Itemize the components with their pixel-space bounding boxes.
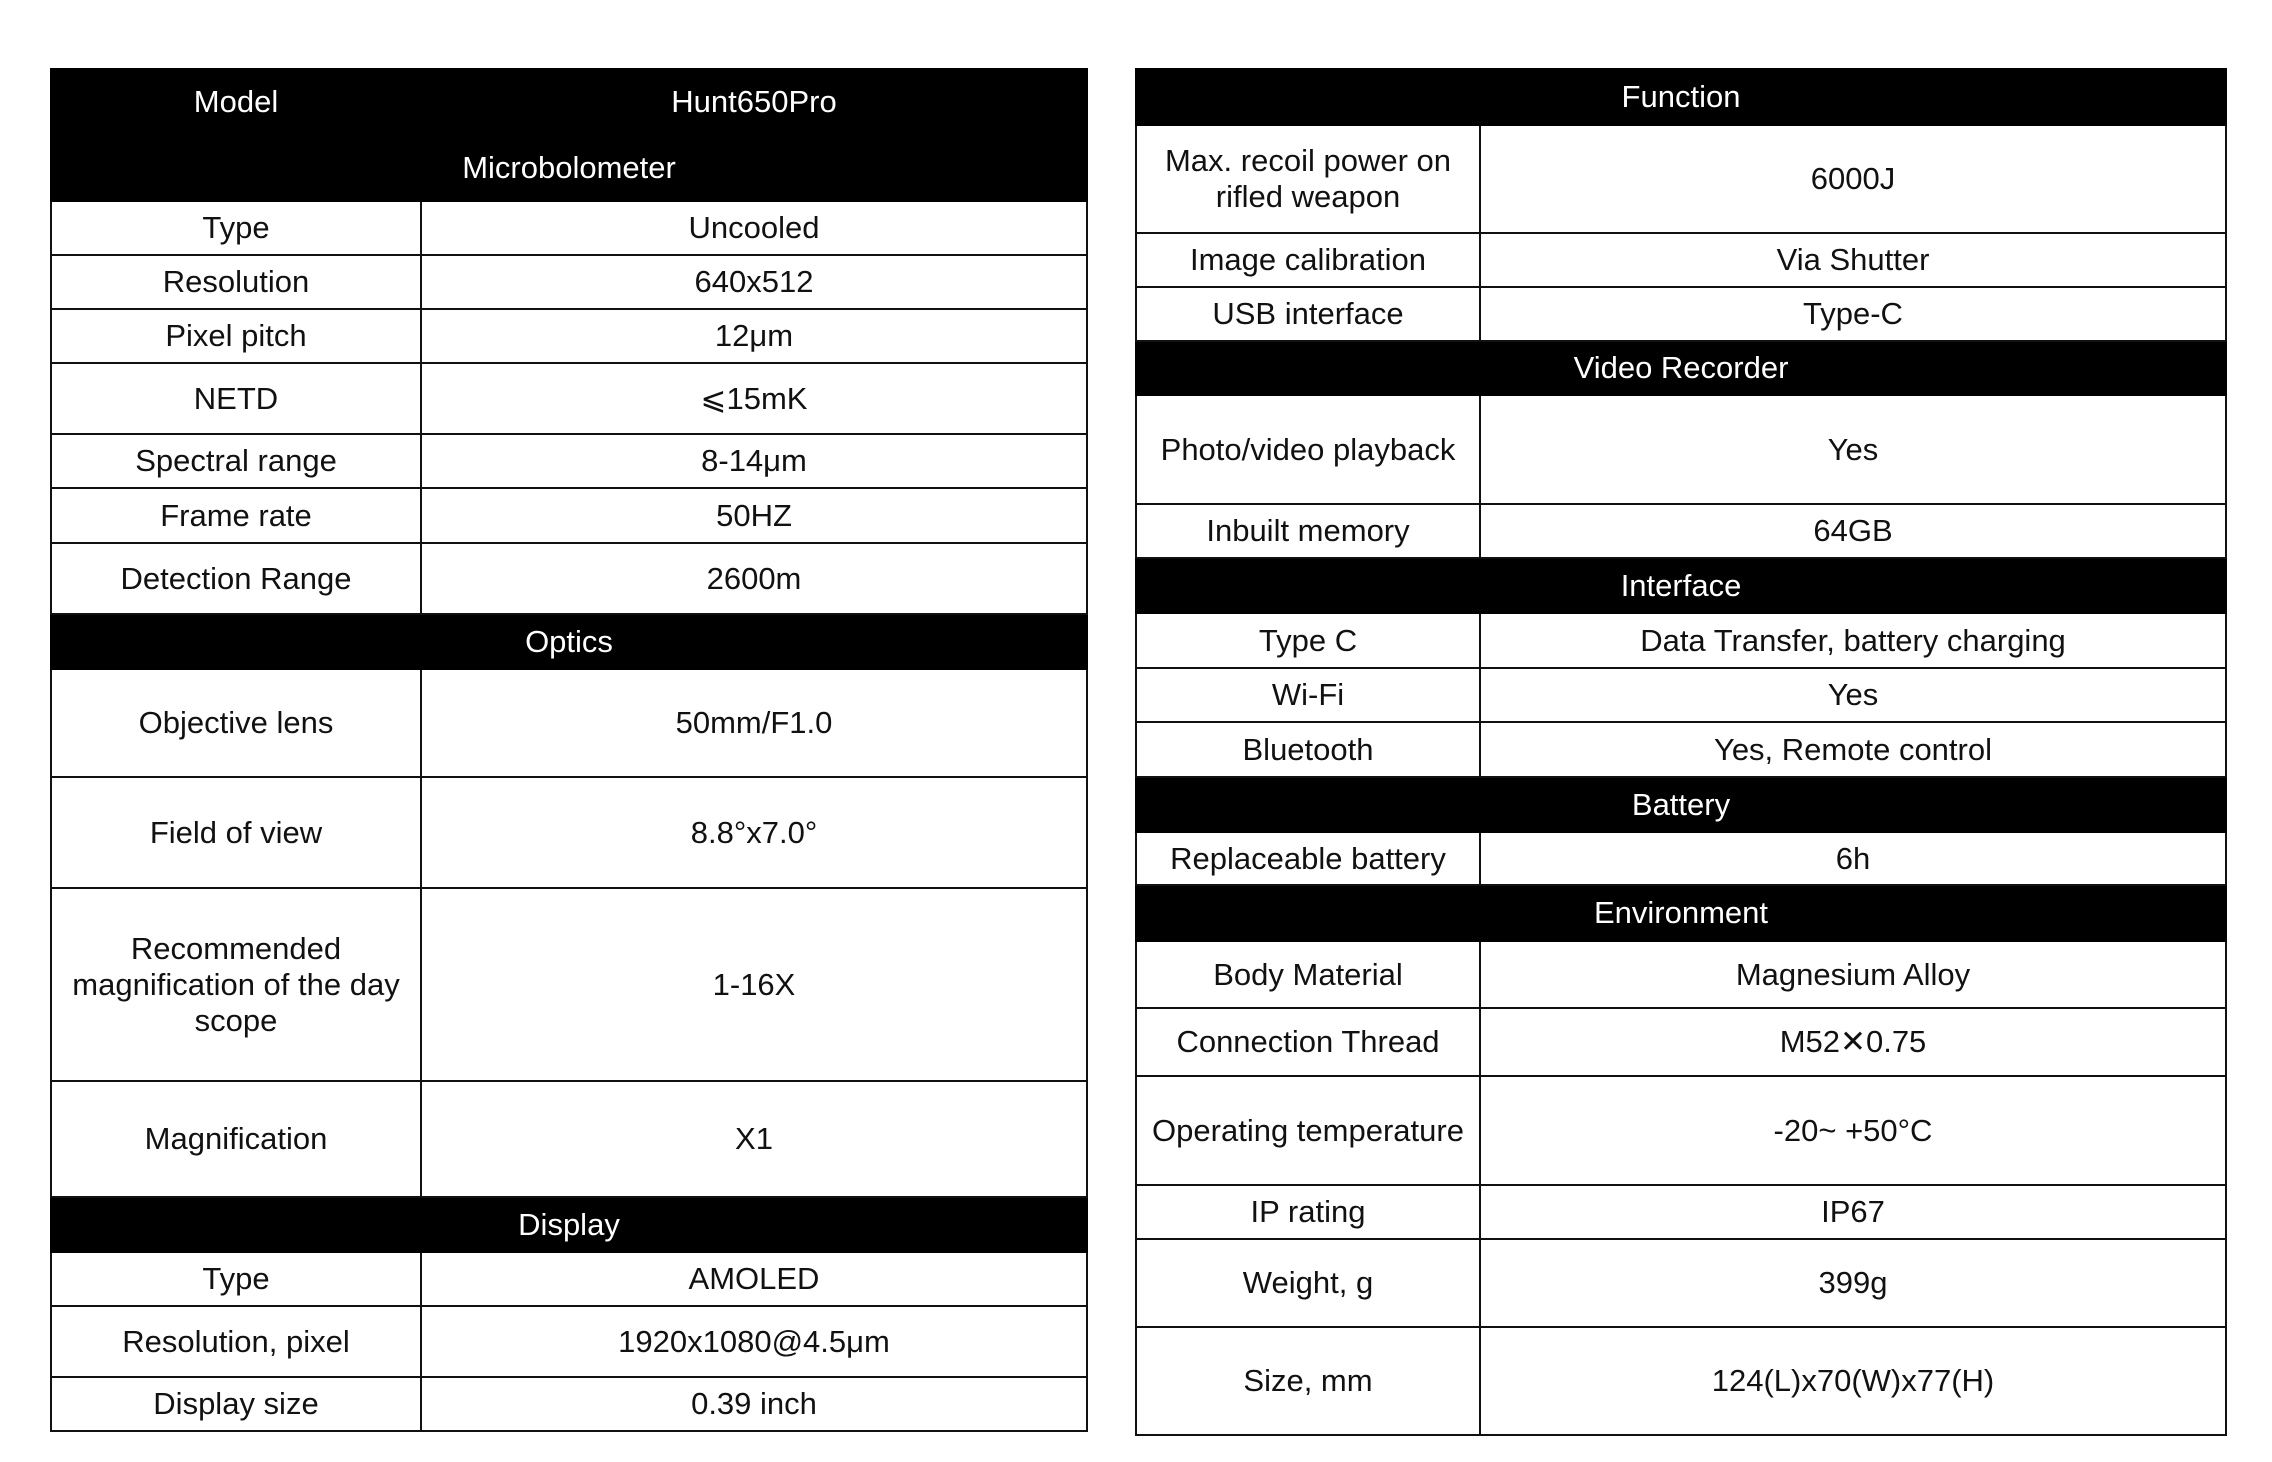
spec-label: IP rating — [1136, 1185, 1480, 1239]
table-row — [1136, 722, 2226, 777]
table-row — [51, 1306, 1087, 1377]
right-spec-table — [1135, 68, 2227, 1436]
section-title: Environment — [1136, 885, 2226, 941]
spec-value: 640x512 — [421, 255, 1087, 309]
table-row — [1136, 233, 2226, 287]
table-row — [1136, 1327, 2226, 1435]
spec-value: IP67 — [1480, 1185, 2226, 1239]
spec-value: -20~ +50°C — [1480, 1076, 2226, 1185]
spec-value: Magnesium Alloy — [1480, 941, 2226, 1008]
spec-value: Yes — [1480, 395, 2226, 504]
model-value: Hunt650Pro — [421, 69, 1087, 135]
spec-label: Resolution — [51, 255, 421, 309]
spec-label: NETD — [51, 363, 421, 434]
spec-label: Magnification — [51, 1081, 421, 1197]
spec-label: Body Material — [1136, 941, 1480, 1008]
spec-label: Operating temperature — [1136, 1076, 1480, 1185]
model-header-row — [51, 69, 1087, 135]
spec-value: ⩽15mK — [421, 363, 1087, 434]
section-title: Optics — [51, 614, 1087, 669]
spec-label: Replaceable battery — [1136, 832, 1480, 885]
spec-value: 8-14μm — [421, 434, 1087, 488]
spec-label: Wi-Fi — [1136, 668, 1480, 722]
table-row — [51, 488, 1087, 543]
spec-value: Yes — [1480, 668, 2226, 722]
table-row — [51, 201, 1087, 255]
table-row — [1136, 613, 2226, 668]
table-row — [51, 1377, 1087, 1431]
table-row — [1136, 1239, 2226, 1327]
spec-label: Type — [51, 1252, 421, 1306]
spec-value: 0.39 inch — [421, 1377, 1087, 1431]
left-spec-table — [50, 68, 1088, 1432]
section-title: Battery — [1136, 777, 2226, 832]
spec-label: USB interface — [1136, 287, 1480, 341]
spec-value: Data Transfer, battery charging — [1480, 613, 2226, 668]
spec-label: Frame rate — [51, 488, 421, 543]
section-header-optics — [51, 614, 1087, 669]
spec-label: Pixel pitch — [51, 309, 421, 363]
spec-value: 1920x1080@4.5μm — [421, 1306, 1087, 1377]
spec-label: Field of view — [51, 777, 421, 888]
section-header-battery — [1136, 777, 2226, 832]
table-row — [1136, 668, 2226, 722]
spec-label: Type C — [1136, 613, 1480, 668]
table-row — [51, 888, 1087, 1081]
spec-label: Type — [51, 201, 421, 255]
spec-label: Inbuilt memory — [1136, 504, 1480, 558]
spec-label: Objective lens — [51, 669, 421, 777]
table-row — [51, 543, 1087, 614]
spec-label: Spectral range — [51, 434, 421, 488]
section-header-display — [51, 1197, 1087, 1252]
spec-value: 6h — [1480, 832, 2226, 885]
table-row — [51, 777, 1087, 888]
model-label: Model — [51, 69, 421, 135]
spec-label: Size, mm — [1136, 1327, 1480, 1435]
section-header-microbolometer — [51, 135, 1087, 201]
spec-value: 6000J — [1480, 125, 2226, 233]
spec-label: Display size — [51, 1377, 421, 1431]
section-title: Video Recorder — [1136, 341, 2226, 395]
section-header-function — [1136, 69, 2226, 125]
section-title: Display — [51, 1197, 1087, 1252]
table-row — [1136, 395, 2226, 504]
spec-value: Yes, Remote control — [1480, 722, 2226, 777]
spec-label: Max. recoil power on rifled weapon — [1136, 125, 1480, 233]
spec-value: 64GB — [1480, 504, 2226, 558]
table-row — [1136, 125, 2226, 233]
section-header-interface — [1136, 558, 2226, 613]
table-row — [1136, 1076, 2226, 1185]
table-row — [51, 363, 1087, 434]
spec-value: 399g — [1480, 1239, 2226, 1327]
table-row — [51, 1081, 1087, 1197]
spec-value: 8.8°x7.0° — [421, 777, 1087, 888]
spec-label: Image calibration — [1136, 233, 1480, 287]
spec-value: Type-C — [1480, 287, 2226, 341]
table-row — [1136, 941, 2226, 1008]
spec-value: X1 — [421, 1081, 1087, 1197]
spec-value: 2600m — [421, 543, 1087, 614]
table-row — [51, 434, 1087, 488]
table-row — [51, 255, 1087, 309]
spec-label: Resolution, pixel — [51, 1306, 421, 1377]
spec-label: Weight, g — [1136, 1239, 1480, 1327]
spec-label: Connection Thread — [1136, 1008, 1480, 1076]
section-title: Interface — [1136, 558, 2226, 613]
table-row — [1136, 504, 2226, 558]
spec-value: 50HZ — [421, 488, 1087, 543]
section-header-environment — [1136, 885, 2226, 941]
table-row — [1136, 287, 2226, 341]
section-header-video-recorder — [1136, 341, 2226, 395]
spec-value: AMOLED — [421, 1252, 1087, 1306]
spec-value: 12μm — [421, 309, 1087, 363]
spec-label: Photo/video playback — [1136, 395, 1480, 504]
spec-label: Recommended magnification of the day scope — [51, 888, 421, 1081]
spec-value: 1-16X — [421, 888, 1087, 1081]
table-row — [1136, 1185, 2226, 1239]
table-row — [51, 669, 1087, 777]
spec-label: Detection Range — [51, 543, 421, 614]
section-title: Microbolometer — [51, 135, 1087, 201]
spec-label: Bluetooth — [1136, 722, 1480, 777]
table-row — [1136, 1008, 2226, 1076]
spec-value: Uncooled — [421, 201, 1087, 255]
spec-value: Via Shutter — [1480, 233, 2226, 287]
section-title: Function — [1136, 69, 2226, 125]
table-row — [51, 309, 1087, 363]
spec-value: 124(L)x70(W)x77(H) — [1480, 1327, 2226, 1435]
table-row — [51, 1252, 1087, 1306]
spec-value: M52✕0.75 — [1480, 1008, 2226, 1076]
table-row — [1136, 832, 2226, 885]
spec-value: 50mm/F1.0 — [421, 669, 1087, 777]
